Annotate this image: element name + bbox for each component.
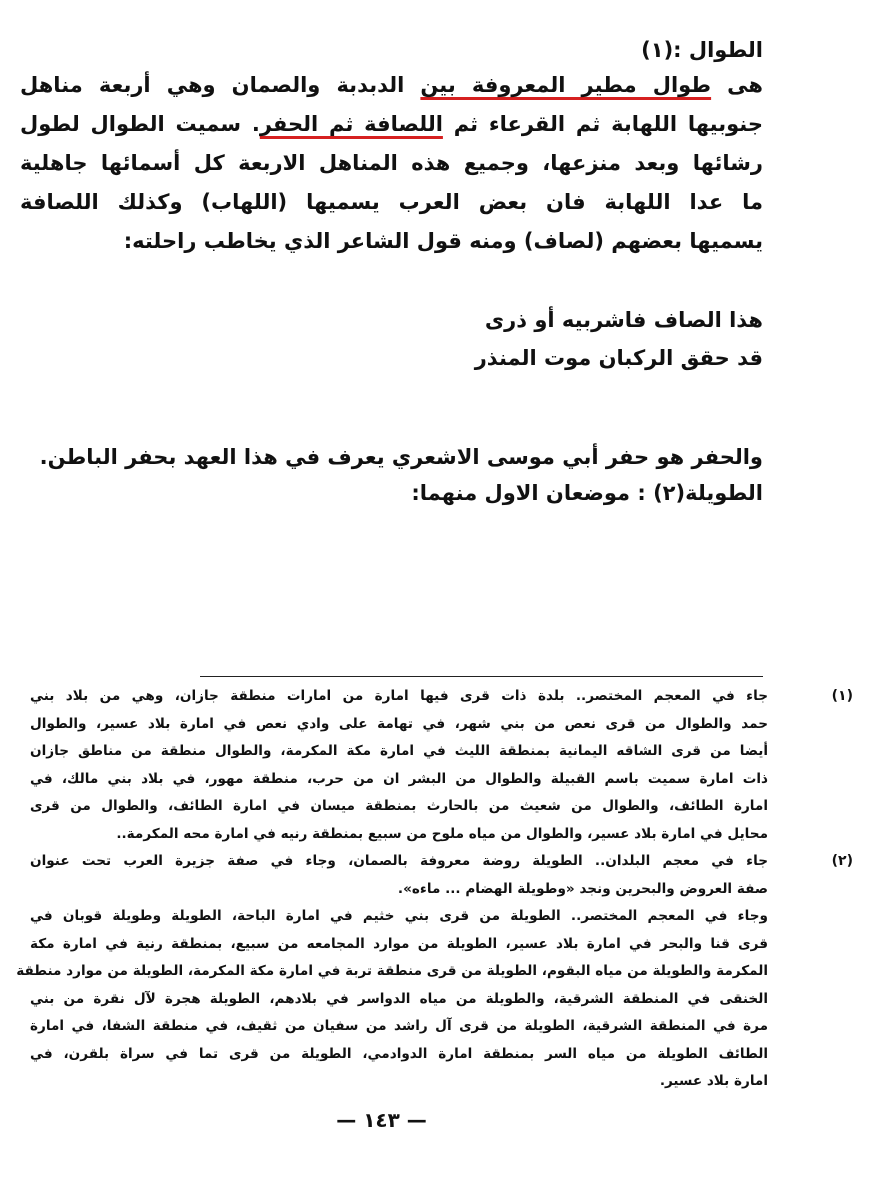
paragraph-line-2 — [20, 105, 763, 144]
paragraph-line-3: رشائها وبعد منزعها، وجميع هذه المناهل الاربعة كل أسمائها جاهلية — [20, 151, 763, 175]
footnote-line: مرة في المنطقة الشرقية، الطويلة من قرى آل راشد من سفيان من ثقيف، في منطقة الشفا، في امارة — [30, 1018, 768, 1034]
footnote-line: امارة بلاد عسير. — [659, 1073, 768, 1089]
footnote-text — [16, 848, 768, 1096]
entry-paragraph — [20, 66, 763, 261]
entry-heading: الطوال :(١) — [641, 38, 763, 62]
footnote-line: حمد والطوال من قرى نعص من بني شهر، في تهامة على وادي نعص في امارة بلاد عسير، والطوال — [30, 715, 768, 732]
footnote-number: (١) — [831, 688, 853, 704]
footnote-line: صفة العروض والبحرين ونجد «وطويلة الهضام ... ماءه». — [397, 880, 768, 897]
footnote-line: ذات امارة سميت باسم القبيلة والطوال من البشر ان من حرب، منطقة مهور، في بلاد بني مالك، في — [30, 770, 768, 787]
footnote-line: أيضا من قرى الشاقه اليمانية بمنطقة الليث في امارة مكة المكرمة، والطوال منطقة من مناطق جازان — [30, 743, 768, 759]
text-span: . سميت الطوال لطول — [20, 112, 260, 136]
text-span: جنوبيها اللهابة ثم القرعاء ثم — [442, 112, 763, 136]
footnote-line: جاء في المعجم المختصر.. بلدة ذات قرى فيها امارة من امارات منطقة جازان، وهي من بلاد بني — [30, 688, 768, 704]
text-span: هى — [711, 73, 763, 97]
paragraph-line-1 — [20, 66, 763, 105]
continuation-text — [20, 439, 763, 511]
paragraph-line-5: يسميها بعضهم (لصاف) ومنه قول الشاعر الذي يخاطب راحلته: — [123, 229, 763, 253]
footnote-line: وجاء في المعجم المختصر.. الطويلة من قرى بني خثيم في امارة الباحة، الطويلة وطويلة قوبان في — [30, 908, 768, 924]
paragraph-line-4: ما عدا اللهابة فان بعض العرب يسميها (اللهاب) وكذلك اللصافة — [20, 190, 763, 214]
poem-line-2: قد حقق الركبان موت المنذر — [474, 346, 763, 370]
red-underlined-text: طوال مطير المعروفة بين — [420, 73, 712, 97]
footnote-number: (٢) — [831, 853, 853, 869]
footnote-line: الخنقى في المنطقة الشرقية، والطويلة من مياه الدواسر في بلادهم، الطويلة هجرة لآل نقرة من بني — [30, 990, 768, 1007]
footnotes — [16, 683, 853, 1096]
red-underlined-text: اللصافة ثم الحفر — [259, 112, 443, 136]
footnote-line: قرى قنا والبحر في امارة بلاد عسير، الطويلة من موارد المجامعه من سبيع، بمنطقة رنية في امارة مكة — [30, 935, 768, 952]
footnote-1 — [30, 683, 853, 848]
footnote-line: الطائف الطويلة من مياه السر بمنطقة امارة الدوادمي، الطويلة من قرى تما في سراة بلقرن، في — [30, 1045, 768, 1062]
footnote-line: جاء في معجم البلدان.. الطويلة روضة معروفة بالصمان، وجاء في صفة جزيرة العرب تحت عنوان — [30, 853, 768, 869]
footnote-line: امارة الطائف، والطوال من شعيث من بالحارث بمنطقة ميسان في امارة الطائف، والطوال من قرى — [30, 798, 768, 814]
poem-verse — [20, 301, 763, 377]
footnote-2 — [16, 848, 853, 1096]
poem-line-1: هذا الصاف فاشربيه أو ذرى — [484, 308, 763, 332]
footnote-separator — [200, 676, 763, 677]
continuation-line-1: والحفر هو حفر أبي موسى الاشعري يعرف في هذا العهد بحفر الباطن. — [39, 445, 763, 469]
main-text — [20, 38, 763, 511]
continuation-line-2: الطويلة(٢) : موضعان الاول منهما: — [411, 481, 763, 505]
footnote-text — [30, 683, 768, 848]
footnote-line: المكرمة والطويلة من مياه البقوم، الطويلة من قرى منطقة تربة في امارة مكة المكرمة، الطويلة من موارد منطقة — [16, 963, 768, 979]
footnote-line: محايل في امارة بلاد عسير، والطوال من مياه ملوح من سبيع بمنطقة رنيه في امارة محه المكرمة.. — [116, 825, 768, 842]
text-span: الدبدبة والصمان وهي أربعة مناهل — [20, 73, 421, 97]
page-number: — ١٤٣ — — [336, 1108, 427, 1132]
